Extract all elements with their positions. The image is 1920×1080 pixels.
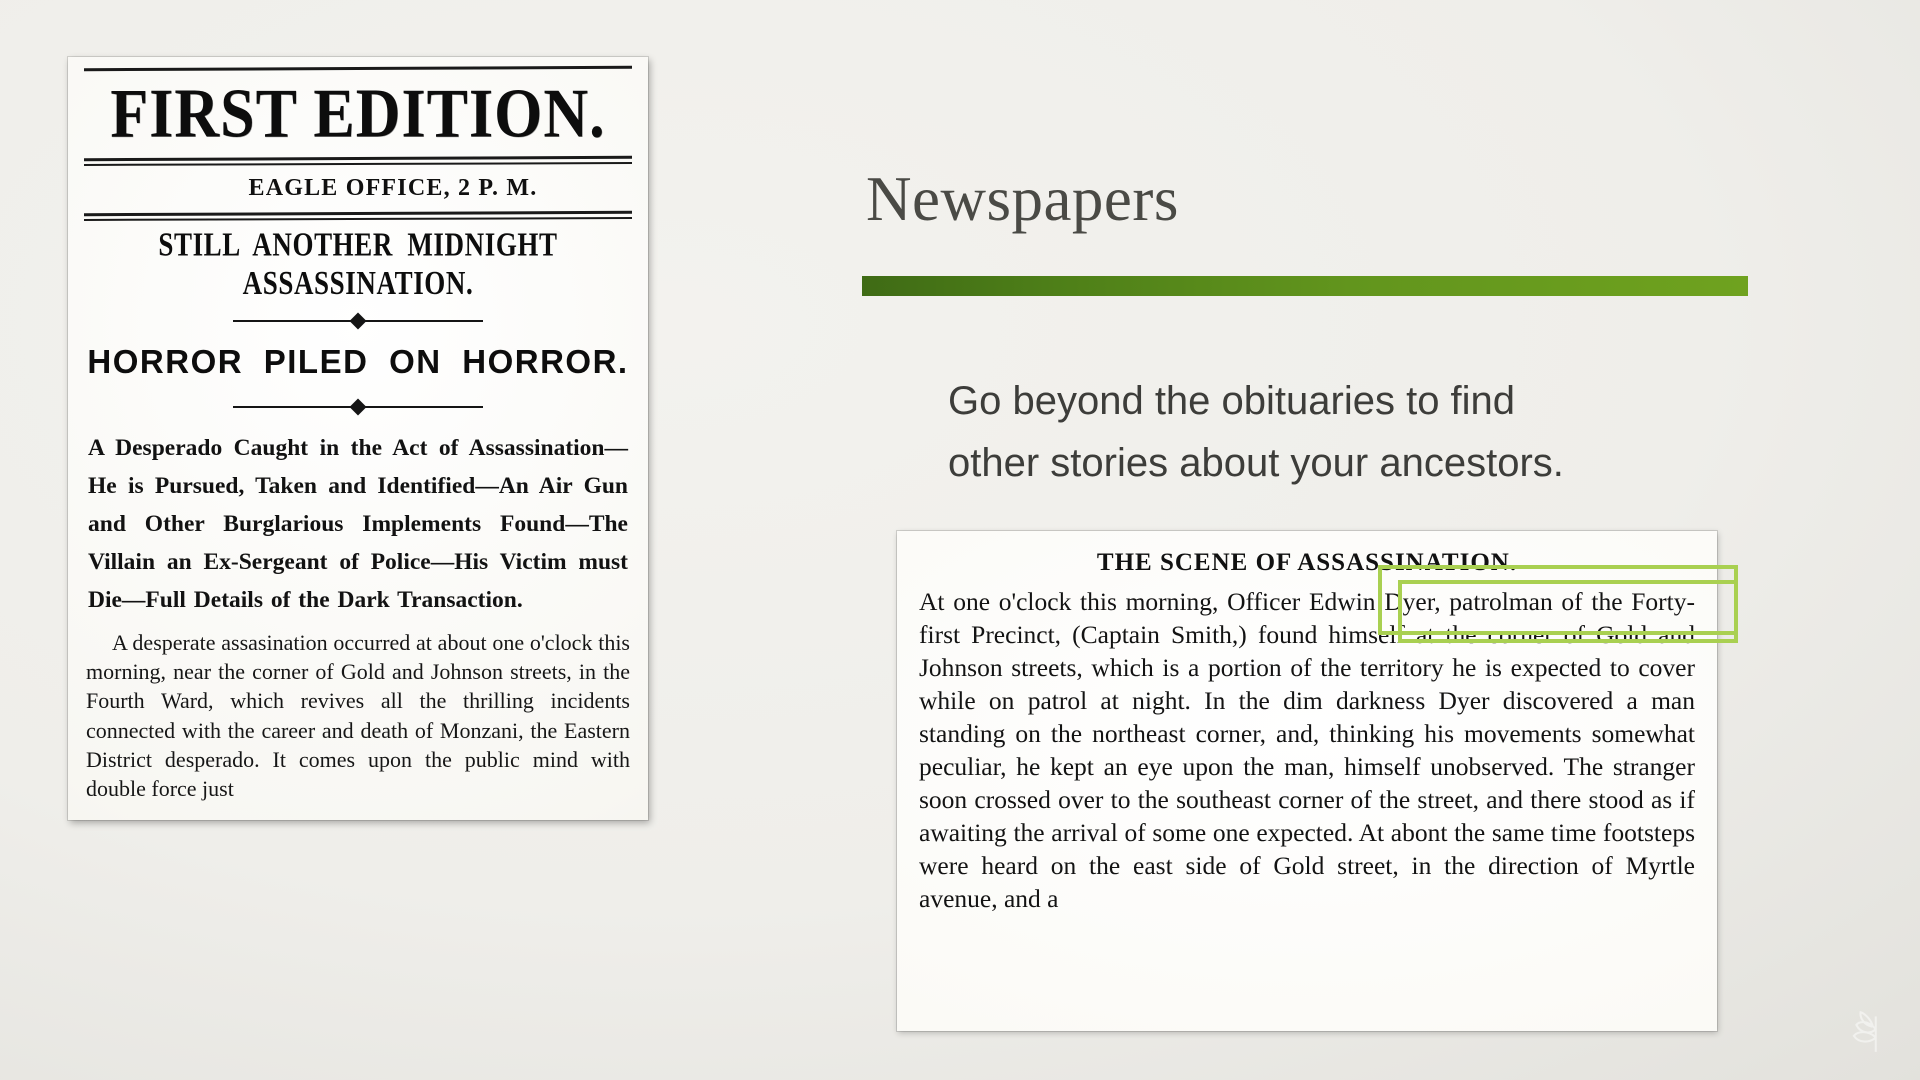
- article-body-left: A desperate assasination occurred at about one o'clock this morning, near the corner of Gold and Johnson streets, in the Fourth Ward, which revives all the thrilling incidents connected with the career and death of Monzani, the Eastern District desperado. It comes upon the public mind with double force just: [86, 630, 630, 801]
- slide-body-text: [948, 370, 1708, 494]
- headline-horror-piled: HORROR PILED ON HORROR.: [87, 343, 629, 381]
- rule-top-thick: [84, 66, 632, 71]
- article-body-right: At one o'clock this morning, Officer Edwin Dyer, patrolman of the Forty-first Precinct, (Captain Smith,) found himself at the corner of Gold and Johnson streets, which is a portion of the territory he is expected to cover while on patrol at night. In the dim darkness Dyer discovered a man standing on the northeast corner, and, thinking his movements somewhat peculiar, he kept an eye upon the man, himself unobserved. The stranger soon crossed over to the southeast corner of the street, and there stood as if awaiting the arrival of some one expected. At abont the same time footsteps were heard on the east side of Gold street, in the direction of Myrtle avenue, and a: [919, 587, 1695, 914]
- clipping-left-content: [68, 67, 648, 803]
- dingbat-divider-2: [233, 399, 483, 415]
- rule-under-masthead-thick: [84, 156, 632, 161]
- rule-under-dateline-thin: [84, 217, 632, 220]
- newspaper-clipping-right: [897, 531, 1717, 1031]
- headline-still-another: STILL ANOTHER MIDNIGHT ASSASSINATION.: [158, 225, 558, 302]
- rule-under-masthead-thin: [84, 162, 632, 165]
- leaf-branch-logo-icon: [1842, 1008, 1896, 1062]
- subhead-summary: A Desperado Caught in the Act of Assassination—He is Pursued, Taken and Identified—An Air Gun and Other Burglarious Implements Found—The Villain an Ex-Sergeant of Police—His Victim must Die—Full Details of the Dark Transaction.: [88, 435, 628, 614]
- clipping-right-content: [897, 531, 1717, 915]
- masthead-first-edition: FIRST EDITION.: [110, 75, 606, 153]
- rule-under-dateline-thick: [84, 210, 632, 215]
- dateline-eagle-office: EAGLE OFFICE, 2 P. M.: [248, 174, 538, 201]
- headline-scene-of-assassination: THE SCENE OF ASSASSINATION.: [1096, 549, 1518, 576]
- dingbat-divider-1: [233, 313, 483, 329]
- slide-title: Newspapers: [866, 164, 1179, 234]
- slide-body-line-2: other stories about your ancestors.: [948, 441, 1564, 485]
- newspaper-clipping-left: [68, 57, 648, 820]
- title-accent-bar: [862, 276, 1748, 296]
- slide-body-line-1: Go beyond the obituaries to find: [948, 379, 1516, 423]
